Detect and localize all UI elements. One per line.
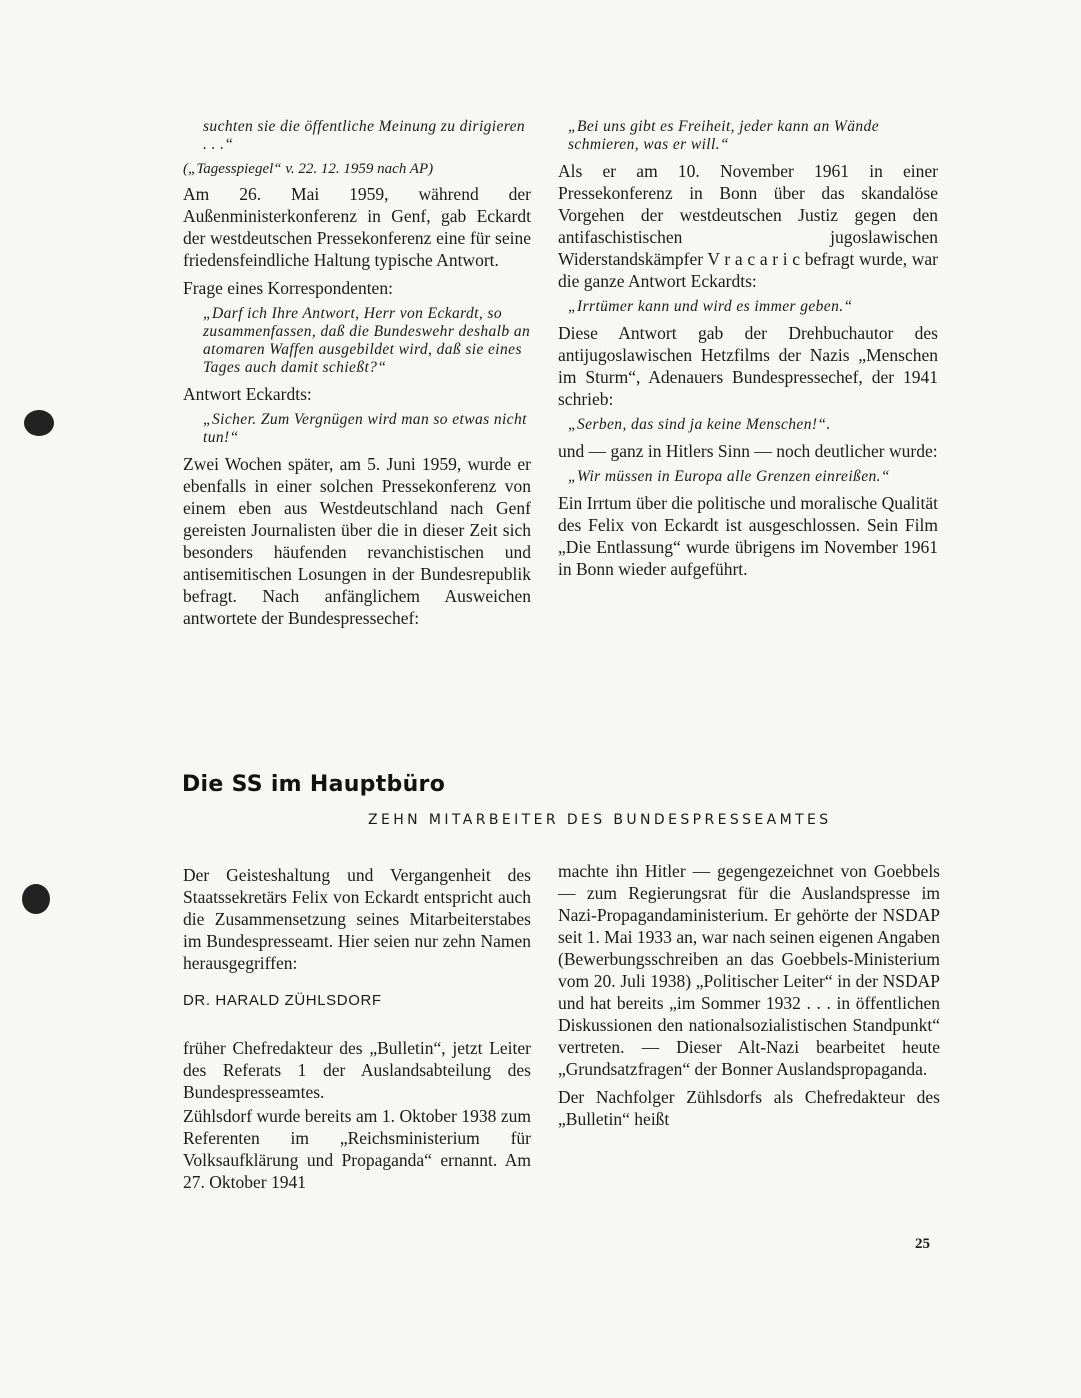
left-column-top [183, 118, 531, 635]
right-column-bottom [558, 860, 940, 1136]
paragraph: Frage eines Korrespondenten: [183, 278, 393, 298]
right-column-top [558, 118, 938, 586]
page-number: 25 [915, 1236, 930, 1252]
paragraph: Der Nachfolger Zühlsdorfs als Chefredakteur des „Bulletin“ heißt [558, 1087, 940, 1129]
quote: „Darf ich Ihre Antwort, Herr von Eckardt, so zusammenfassen, daß die Bundeswehr deshalb an atomaren Waffen ausgebildet wird, daß sie eines Tages auch damit schießt?“ [203, 305, 531, 376]
quote: „Sicher. Zum Vergnügen wird man so etwas nicht tun!“ [203, 411, 527, 446]
person-heading: DR. HARALD ZÜHLSDORF [183, 992, 382, 1009]
paragraph: Als er am 10. November 1961 in einer Pressekonferenz in Bonn über das skandalöse Vorgehen der westdeutschen Justiz gegen den antifaschistischen jugoslawischen Widerstandskämpfer V r a c a r i c befragt wurde, war die ganze Antwort Eckardts: [558, 161, 938, 291]
left-column-bottom [183, 864, 531, 1199]
paragraph: früher Chefredakteur des „Bulletin“, jetzt Leiter des Referats 1 der Auslandsabteilung des Bundespresseamtes. [183, 1038, 531, 1102]
hole-punch-mark [22, 884, 50, 914]
section-title: Die SS im Hauptbüro [182, 772, 446, 797]
quote: „Irrtümer kann und wird es immer geben.“ [568, 298, 853, 315]
paragraph: Der Geisteshaltung und Vergangenheit des Staatssekretärs Felix von Eckardt entspricht auch die Zusammensetzung seines Mitarbeiterstabes im Bundespresseamt. Hier seien nur zehn Namen herausgegriffen: [183, 865, 531, 973]
paragraph: Ein Irrtum über die politische und moralische Qualität des Felix von Eckardt ist ausgeschlossen. Sein Film „Die Entlassung“ wurde übrigens im November 1961 in Bonn wieder aufgeführt. [558, 493, 938, 579]
paragraph: und — ganz in Hitlers Sinn — noch deutlicher wurde: [558, 441, 938, 461]
quote: „Serben, das sind ja keine Menschen!“. [568, 416, 831, 433]
quote: „Bei uns gibt es Freiheit, jeder kann an Wände schmieren, was er will.“ [568, 118, 879, 153]
quote: „Wir müssen in Europa alle Grenzen einreißen.“ [568, 468, 890, 485]
quote-continuation: suchten sie die öffentliche Meinung zu dirigieren . . .“ [203, 118, 526, 153]
paragraph: Antwort Eckardts: [183, 384, 312, 404]
paragraph: Diese Antwort gab der Drehbuchautor des antijugoslawischen Hetzfilms der Nazis „Menschen im Sturm“, Adenauers Bundespressechef, der 1941 schrieb: [558, 323, 938, 409]
paragraph: Zwei Wochen später, am 5. Juni 1959, wurde er ebenfalls in einer solchen Pressekonferenz von einem eben aus Westdeutschland nach Genf gereisten Journalisten über die in dieser Zeit sich besonders häufenden revanchistischen und antisemitischen Losungen in der Bundesrepublik befragt. Nach anfänglichem Ausweichen antwortete der Bundespressechef: [183, 454, 531, 628]
section-subtitle: ZEHN MITARBEITER DES BUNDESPRESSEAMTES [368, 812, 832, 828]
source-citation: („Tagesspiegel“ v. 22. 12. 1959 nach AP) [183, 161, 434, 177]
hole-punch-mark [24, 410, 54, 436]
paragraph: Am 26. Mai 1959, während der Außenministerkonferenz in Genf, gab Eckardt der westdeutschen Pressekonferenz eine für seine friedensfeindliche Haltung typische Antwort. [183, 184, 531, 270]
paragraph: Zühlsdorf wurde bereits am 1. Oktober 1938 zum Referenten im „Reichsministerium für Volksaufklärung und Propaganda“ ernannt. Am 27. Oktober 1941 [183, 1106, 531, 1192]
paragraph: machte ihn Hitler — gegengezeichnet von Goebbels — zum Regierungsrat für die Auslandspresse im Nazi-Propagandaministerium. Er gehörte der NSDAP seit 1. Mai 1933 an, war nach seinen eigenen Angaben (Bewerbungsschreiben an das Goebbels-Ministerium vom 20. Juli 1938) „Politischer Leiter“ in der NSDAP und hat bereits „im Sommer 1932 . . . in öffentlichen Diskussionen den nationalsozialistischen Standpunkt“ vertreten. — Dieser Alt-Nazi bearbeitet heute „Grundsatzfragen“ der Bonner Auslandspropaganda. [558, 861, 940, 1079]
